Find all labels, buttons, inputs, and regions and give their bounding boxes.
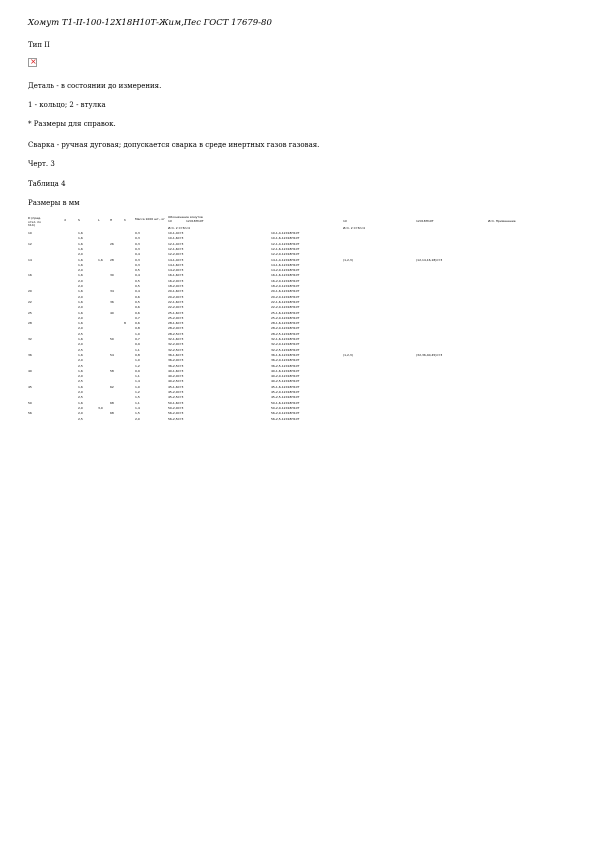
- cell-designation-2: 56-2,5-12Х18Н10Т: [271, 416, 300, 421]
- header-designation: Обозначение хомутов: [168, 215, 203, 219]
- cell-designation: 28-1,6Ст3: [168, 321, 184, 326]
- header-mass: Масса 1000 шт., кг: [135, 217, 165, 221]
- cell-designation: 40-2,5Ст3: [168, 379, 184, 384]
- cell-designation-2: 45-2,0-12Х18Н10Т: [271, 390, 300, 394]
- cell-designation: 32-1,6Ст3: [168, 337, 184, 341]
- cell-designation-2: 12-1,6-12Х18Н10Т: [271, 246, 300, 251]
- cell-mass: 0,6: [135, 305, 140, 310]
- cell-d-outer: 25: [28, 310, 32, 315]
- cell-d: 2,0: [78, 374, 83, 379]
- cell-d: 1,6: [78, 236, 83, 241]
- cell-mass: 0,6: [135, 310, 140, 315]
- cell-designation-2: 50-2,0-12Х18Н10Т: [271, 405, 300, 410]
- cell-designation: 14-1,4Ст3: [168, 257, 184, 262]
- cell-designation: 36-2,0Ст3: [168, 358, 184, 363]
- cell-designation: 56-2,5Ст3: [168, 416, 184, 421]
- cell-l: 28: [110, 257, 114, 262]
- cell-designation-2: 56-2,0-12Х18Н10Т: [271, 411, 300, 416]
- cell-designation: 28-2,0Ст3: [168, 326, 184, 331]
- cell-mass: 0,3: [135, 236, 140, 241]
- cell-l: 68: [110, 411, 114, 416]
- cell-d-outer: 32: [28, 337, 32, 341]
- cell-1x: (1,2,3): [343, 257, 353, 262]
- cell-d: 1,6: [78, 400, 83, 405]
- header-s: S: [78, 218, 80, 222]
- cell-designation-2: 36-2,5-12Х18Н10Т: [271, 363, 300, 368]
- cell-12x18h10t: (32,36,40,45)Ст3: [416, 352, 443, 357]
- cell-designation-2: 36-1,6-12Х18Н10Т: [271, 352, 300, 357]
- cell-designation-2: 10-1,4-12Х18Н10Т: [271, 231, 300, 235]
- cell-d: 2,0: [78, 284, 83, 288]
- cell-designation-2: 10-1,6-12Х18Н10Т: [271, 236, 300, 241]
- cell-mass: 0,5: [135, 299, 140, 304]
- cell-designation: 22-2,0Ст3: [168, 305, 184, 310]
- cell-d: 2,0: [78, 305, 83, 310]
- cell-designation-2: 25-1,6-12Х18Н10Т: [271, 310, 300, 315]
- cell-designation: 10-1,4Ст3: [168, 231, 184, 235]
- cell-designation: 36-2,5Ст3: [168, 363, 184, 368]
- part-state-text: Деталь - в состоянии до измерения.: [28, 82, 162, 90]
- cell-designation-2: 45-1,6-12Х18Н10Т: [271, 384, 300, 389]
- cell-mass: 0,3: [135, 257, 140, 262]
- cell-mass: 2,0: [135, 416, 140, 421]
- cell-designation-2: 18-2,0-12Х18Н10Т: [271, 284, 300, 288]
- cell-l: 50: [110, 337, 114, 341]
- cell-mass: 0,6: [135, 294, 140, 299]
- cell-mass: 0,5: [135, 268, 140, 273]
- cell-designation: 50-2,0Ст3: [168, 405, 184, 410]
- cell-designation-2: 36-2,0-12Х18Н10Т: [271, 358, 300, 363]
- cell-mass: 0,7: [135, 315, 140, 320]
- cell-designation: 25-1,6Ст3: [168, 310, 184, 315]
- cell-mass: 0,8: [135, 352, 140, 357]
- cell-designation: 25-2,0Ст3: [168, 315, 184, 320]
- cell-d: 1,6: [78, 257, 83, 262]
- units-label: Размеры в мм: [28, 199, 80, 207]
- cell-d: 2,0: [78, 405, 83, 410]
- cell-mass: 0,4: [135, 252, 140, 257]
- cell-designation: 50-1,6Ст3: [168, 400, 184, 405]
- cell-d: 2,0: [78, 294, 83, 299]
- cell-designation-2: 25-2,0-12Х18Н10Т: [271, 315, 300, 320]
- reference-note: * Размеры для справок.: [28, 120, 116, 128]
- header-designation-sub3: Исп. 2 Ст3пс4: [168, 226, 190, 230]
- cell-mass: 1,2: [135, 363, 140, 368]
- cell-d: 2,0: [78, 315, 83, 320]
- cell-d: 2,5: [78, 395, 83, 400]
- document-title: Хомут Т1-II-100-12Х18Н10Т-Жим,Пес ГОСТ 17679-80: [28, 18, 272, 28]
- cell-mass: 0,4: [135, 289, 140, 294]
- cell-designation: 14-2,0Ст3: [168, 268, 184, 273]
- cell-d: 1,6: [78, 231, 83, 235]
- cell-d-outer: 50: [28, 400, 32, 405]
- cell-l: 30: [110, 273, 114, 278]
- cell-d: 2,5: [78, 347, 83, 352]
- cell-l: 26: [110, 241, 114, 246]
- cell-mass: 0,5: [135, 278, 140, 283]
- cell-mass: 1,0: [135, 384, 140, 389]
- cell-designation-2: 28-2,5-12Х18Н10Т: [271, 331, 300, 336]
- cell-d: 2,0: [78, 390, 83, 394]
- cell-d: 1,6: [78, 299, 83, 304]
- cell-designation: 12-1,6Ст3: [168, 246, 184, 251]
- cell-designation-2: 28-2,0-12Х18Н10Т: [271, 326, 300, 331]
- cell-mass: 1,0: [135, 331, 140, 336]
- cell-mass: 1,0: [135, 358, 140, 363]
- cell-d: 1,6: [78, 384, 83, 389]
- cell-d: 2,0: [78, 342, 83, 347]
- cell-d-outer: 56: [28, 411, 32, 416]
- cell-d: 1,6: [78, 289, 83, 294]
- cell-l: 58: [110, 368, 114, 373]
- broken-image-icon: ×: [30, 57, 37, 66]
- parts-legend-text: 1 - кольцо; 2 - втулка: [28, 101, 106, 109]
- cell-designation-2: 20-1,6-12Х18Н10Т: [271, 289, 300, 294]
- header-d-outer: D (пред. откл. по h14): [28, 216, 42, 228]
- cell-d-outer: 10: [28, 231, 32, 235]
- cell-designation: 45-2,0Ст3: [168, 390, 184, 394]
- cell-d: 1,6: [78, 246, 83, 251]
- cell-l: 36: [110, 299, 114, 304]
- cell-designation: 16-1,6Ст3: [168, 273, 184, 278]
- cell-d: 2,5: [78, 416, 83, 421]
- cell-designation-2: 12-1,4-12Х18Н10Т: [271, 241, 300, 246]
- cell-d-outer: 28: [28, 321, 32, 326]
- cell-1x: (1,2,3): [343, 352, 353, 357]
- cell-designation: 18-2,0Ст3: [168, 284, 184, 288]
- cell-designation: 45-1,6Ст3: [168, 384, 184, 389]
- cell-l: 34: [110, 289, 114, 294]
- cell-designation-2: 28-1,6-12Х18Н10Т: [271, 321, 300, 326]
- cell-d: 2,5: [78, 379, 83, 384]
- header-l: L: [98, 218, 100, 222]
- header-application: Исп. Применение: [488, 219, 516, 223]
- cell-designation-2: 14-1,6-12Х18Н10Т: [271, 262, 300, 267]
- header-12x18h10t: 12Х18Н10Т: [416, 219, 434, 223]
- cell-mass: 1,4: [135, 379, 140, 384]
- cell-designation-2: 40-2,0-12Х18Н10Т: [271, 374, 300, 379]
- cell-designation-2: 32-1,6-12Х18Н10Т: [271, 337, 300, 341]
- cell-mass: 1,1: [135, 400, 140, 405]
- cell-designation-2: 12-2,0-12Х18Н10Т: [271, 252, 300, 257]
- cell-designation: 45-2,5Ст3: [168, 395, 184, 400]
- header-designation-sub1: 1Х: [168, 219, 172, 223]
- cell-designation-2: 50-1,6-12Х18Н10Т: [271, 400, 300, 405]
- header-1x-sub: Исп. 2 Ст3пс4: [343, 226, 365, 230]
- cell-designation-2: 40-1,6-12Х18Н10Т: [271, 368, 300, 373]
- cell-12x18h10t: (12,14,16,18)Ст3: [416, 257, 443, 262]
- cell-mass: 0,5: [135, 284, 140, 288]
- cell-mass: 0,3: [135, 241, 140, 246]
- cell-s: 3,0: [98, 405, 103, 410]
- cell-designation-2: 16-2,0-12Х18Н10Т: [271, 278, 300, 283]
- cell-mass: 1,1: [135, 374, 140, 379]
- cell-designation: 16-2,0Ст3: [168, 278, 184, 283]
- cell-mass: 0,3: [135, 231, 140, 235]
- cell-d: 2,0: [78, 411, 83, 416]
- cell-designation: 10-1,6Ст3: [168, 236, 184, 241]
- cell-d: 1,6: [78, 241, 83, 246]
- cell-d: 1,6: [78, 368, 83, 373]
- cell-mass: 1,1: [135, 347, 140, 352]
- cell-d-outer: 16: [28, 273, 32, 278]
- cell-designation: 20-1,6Ст3: [168, 289, 184, 294]
- cell-d: 1,6: [78, 262, 83, 267]
- cell-d-outer: 22: [28, 299, 32, 304]
- header-designation-sub2: 12Х18Н10Т: [186, 219, 204, 223]
- header-h-upper: H: [110, 218, 113, 222]
- cell-d: 2,0: [78, 278, 83, 283]
- cell-mass: 0,7: [135, 337, 140, 341]
- cell-d-outer: 14: [28, 257, 32, 262]
- cell-mass: 0,3: [135, 262, 140, 267]
- cell-designation-2: 16-1,6-12Х18Н10Т: [271, 273, 300, 278]
- header-d: d: [64, 218, 66, 222]
- cell-designation: 40-1,6Ст3: [168, 368, 184, 373]
- cell-l: 62: [110, 384, 114, 389]
- cell-mass: 1,4: [135, 405, 140, 410]
- cell-designation-2: 20-2,0-12Х18Н10Т: [271, 294, 300, 299]
- cell-l: 54: [110, 352, 114, 357]
- cell-designation: 32-2,0Ст3: [168, 342, 184, 347]
- type-label: Тип II: [28, 41, 50, 49]
- cell-designation-2: 14-1,4-12Х18Н10Т: [271, 257, 300, 262]
- cell-designation: 12-1,4Ст3: [168, 241, 184, 246]
- cell-designation: 56-2,0Ст3: [168, 411, 184, 416]
- cell-designation-2: 32-2,0-12Х18Н10Т: [271, 342, 300, 347]
- cell-l: 68: [110, 400, 114, 405]
- cell-designation: 32-2,5Ст3: [168, 347, 184, 352]
- cell-designation-2: 45-2,5-12Х18Н10Т: [271, 395, 300, 400]
- cell-d: 1,6: [78, 337, 83, 341]
- cell-mass: 0,3: [135, 246, 140, 251]
- cell-d: 2,5: [78, 363, 83, 368]
- cell-mass: 1,5: [135, 411, 140, 416]
- cell-h-lower: 8: [124, 321, 126, 326]
- cell-designation: 36-1,6Ст3: [168, 352, 184, 357]
- cell-designation: 12-2,0Ст3: [168, 252, 184, 257]
- cell-designation: 40-2,0Ст3: [168, 374, 184, 379]
- cell-d-outer: 36: [28, 352, 32, 357]
- dimensions-table: [28, 215, 568, 420]
- cell-d-outer: 20: [28, 289, 32, 294]
- cell-d: 1,6: [78, 273, 83, 278]
- cell-designation: 22-1,6Ст3: [168, 299, 184, 304]
- cell-d-outer: 12: [28, 241, 32, 246]
- cell-designation-2: 22-1,6-12Х18Н10Т: [271, 299, 300, 304]
- cell-d: 2,0: [78, 268, 83, 273]
- cell-d: 1,6: [78, 321, 83, 326]
- cell-designation: 28-2,5Ст3: [168, 331, 184, 336]
- cell-d-outer: 45: [28, 384, 32, 389]
- cell-d: 1,6: [78, 310, 83, 315]
- drawing-label: Черт. 3: [28, 160, 55, 168]
- welding-note: Сварка - ручная дуговая; допускается сварка в среде инертных газов газовая.: [28, 141, 320, 149]
- cell-d: 2,0: [78, 358, 83, 363]
- cell-mass: 0,9: [135, 368, 140, 373]
- cell-d: 1,6: [78, 352, 83, 357]
- cell-mass: 0,8: [135, 326, 140, 331]
- cell-mass: 0,9: [135, 342, 140, 347]
- cell-mass: 1,5: [135, 395, 140, 400]
- cell-d: 2,0: [78, 326, 83, 331]
- cell-mass: 0,4: [135, 273, 140, 278]
- cell-d: 2,0: [78, 252, 83, 257]
- cell-mass: 1,2: [135, 390, 140, 394]
- table-label: Таблица 4: [28, 180, 66, 188]
- header-h-lower: h: [124, 218, 126, 222]
- cell-designation-2: 40-2,5-12Х18Н10Т: [271, 379, 300, 384]
- cell-designation-2: 14-2,0-12Х18Н10Т: [271, 268, 300, 273]
- cell-designation-2: 22-2,0-12Х18Н10Т: [271, 305, 300, 310]
- cell-designation: 14-1,6Ст3: [168, 262, 184, 267]
- cell-s: 1,6: [98, 257, 103, 262]
- cell-d: 2,5: [78, 331, 83, 336]
- cell-d-outer: 40: [28, 368, 32, 373]
- cell-designation: 20-2,0Ст3: [168, 294, 184, 299]
- cell-l: 40: [110, 310, 114, 315]
- header-1x: 1Х: [343, 219, 347, 223]
- cell-mass: 0,6: [135, 321, 140, 326]
- cell-designation-2: 32-2,5-12Х18Н10Т: [271, 347, 300, 352]
